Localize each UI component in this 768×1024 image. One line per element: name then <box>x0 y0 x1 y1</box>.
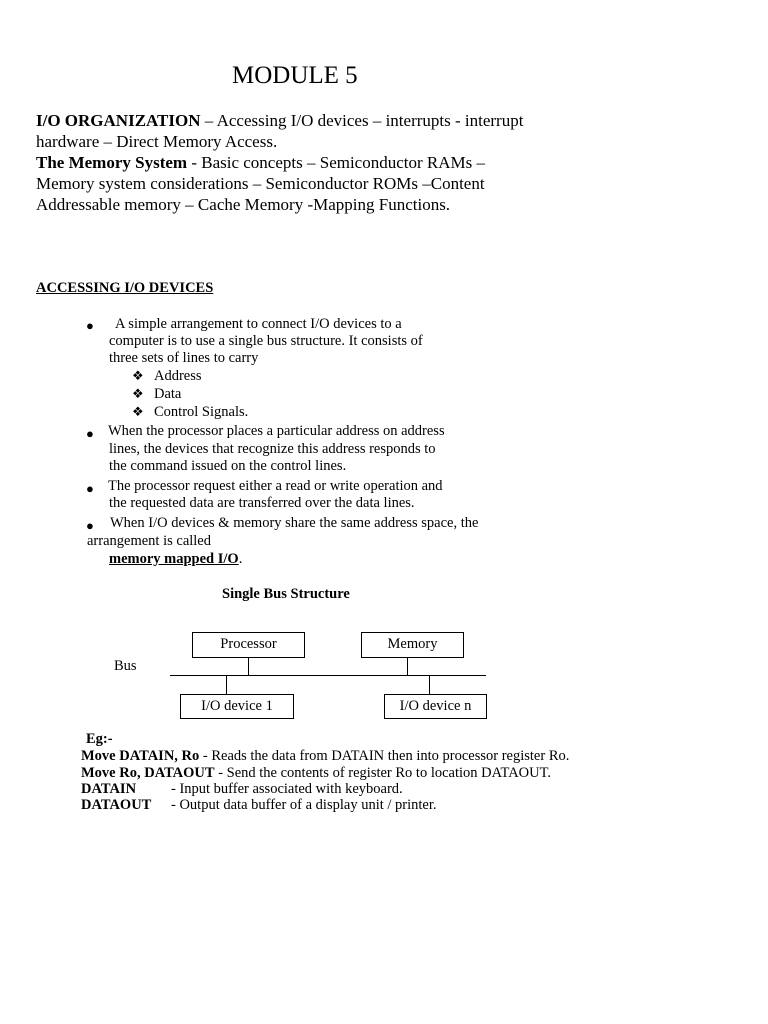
io1-connector-line <box>226 676 227 694</box>
intro-io-org-topics: – Accessing I/O devices – interrupts - interrupt <box>200 111 524 130</box>
example-label: Eg:- <box>86 731 113 747</box>
intro-line-1 <box>36 110 523 131</box>
sub-item-address: Address <box>154 368 202 384</box>
bullet-2-line-2: lines, the devices that recognize this address responds to <box>109 441 436 457</box>
bullet-1-line-2: computer is to use a single bus structure. It consists of <box>109 333 423 349</box>
intro-line-5: Addressable memory – Cache Memory -Mapping Functions. <box>36 195 451 214</box>
processor-box: Processor <box>192 632 305 658</box>
ion-connector-line <box>429 676 430 694</box>
diagram-title: Single Bus Structure <box>222 586 350 602</box>
bullet-1-line-3: three sets of lines to carry <box>109 350 259 366</box>
example-desc-3: - Input buffer associated with keyboard. <box>171 781 403 797</box>
memory-box: Memory <box>361 632 464 658</box>
example-term: Move Ro, DATAOUT <box>81 765 215 781</box>
intro-line-2: hardware – Direct Memory Access. <box>36 132 278 151</box>
bullet-2-line-1: When the processor places a particular address on address <box>108 423 445 439</box>
bullet-4-line-1: When I/O devices & memory share the same address space, the <box>110 515 479 531</box>
bullet-icon: ● <box>86 481 94 496</box>
bullet-3-line-1: The processor request either a read or write operation and <box>108 478 443 494</box>
bullet-icon: ● <box>86 426 94 441</box>
example-desc: - Reads the data from DATAIN then into processor register Ro. <box>199 748 570 764</box>
sub-item-control-signals: Control Signals. <box>154 404 249 420</box>
example-row-2 <box>81 765 551 782</box>
intro-memory-system: The Memory System <box>36 153 188 172</box>
memory-mapped-io-period: . <box>238 551 243 567</box>
processor-connector-line <box>248 658 249 676</box>
example-term: DATAOUT <box>81 797 152 813</box>
intro-line-3 <box>36 152 485 173</box>
section-heading: ACCESSING I/O DEVICES <box>36 280 214 296</box>
diamond-bullet-icon: ❖ <box>132 386 144 401</box>
example-row-4 <box>81 797 151 814</box>
bullet-icon: ● <box>86 318 94 333</box>
example-desc: - Send the contents of register Ro to location DATAOUT. <box>214 765 552 781</box>
io-device-1-box: I/O device 1 <box>180 694 294 719</box>
bullet-2-line-3: the command issued on the control lines. <box>109 458 347 474</box>
intro-line-4: Memory system considerations – Semiconductor ROMs –Content <box>36 174 485 193</box>
bullet-3-line-2: the requested data are transferred over the data lines. <box>109 495 415 511</box>
example-term: DATAIN <box>81 781 137 797</box>
bullet-4-line-3 <box>109 551 242 568</box>
page-title: MODULE 5 <box>232 62 358 89</box>
example-desc-4: - Output data buffer of a display unit / printer. <box>171 797 437 813</box>
bus-line <box>170 675 486 676</box>
bus-label: Bus <box>114 658 137 674</box>
example-row-3 <box>81 781 136 798</box>
diamond-bullet-icon: ❖ <box>132 404 144 419</box>
example-term: Move DATAIN, Ro <box>81 748 200 764</box>
bullet-icon: ● <box>86 518 94 533</box>
bullet-1-line-1: A simple arrangement to connect I/O devices to a <box>115 316 402 332</box>
memory-mapped-io-term: memory mapped I/O <box>109 551 239 567</box>
diamond-bullet-icon: ❖ <box>132 368 144 383</box>
sub-item-data: Data <box>154 386 182 402</box>
example-row-1 <box>81 748 569 765</box>
memory-connector-line <box>407 658 408 676</box>
bullet-4-line-2: arrangement is called <box>87 533 211 549</box>
intro-memory-topics: - Basic concepts – Semiconductor RAMs – <box>187 153 486 172</box>
intro-io-org: I/O ORGANIZATION <box>36 111 201 130</box>
io-device-n-box: I/O device n <box>384 694 487 719</box>
